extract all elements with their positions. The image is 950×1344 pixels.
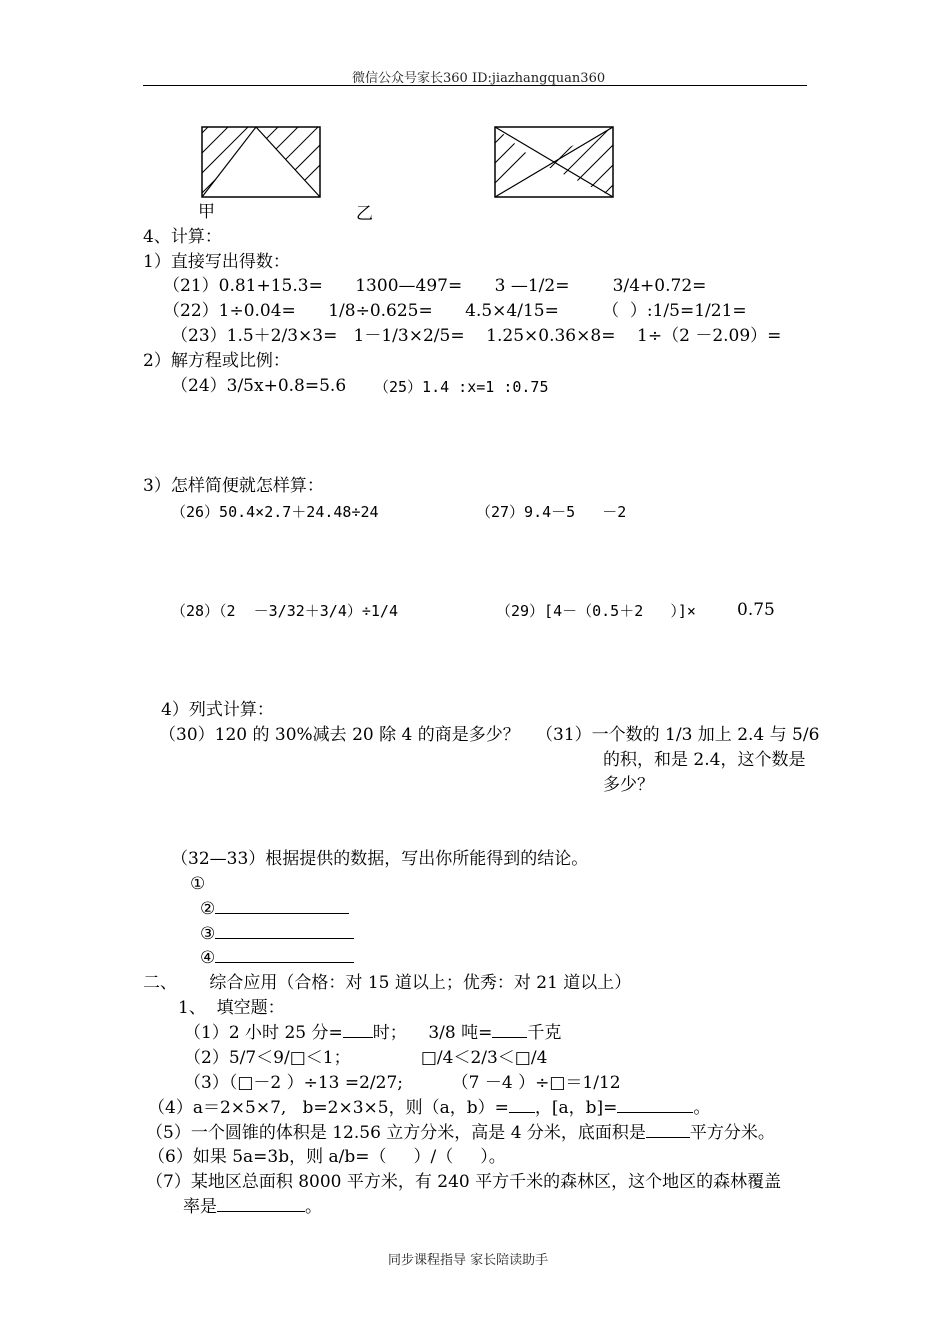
fill-5-blank[interactable] — [646, 1136, 690, 1138]
conclusion-2: ② — [200, 898, 349, 920]
question-28: （28）（2 －3/32＋3/4）÷1/4 — [171, 602, 398, 620]
section4-title: 4、计算： — [143, 227, 222, 247]
figure-jia-label: 甲 — [198, 202, 215, 222]
question-30: （30）120 的 30%减去 20 除 4 的商是多少？ — [159, 725, 520, 745]
question-32-33: （32—33）根据提供的数据，写出你所能得到的结论。 — [171, 849, 589, 869]
fill-7-blank[interactable] — [217, 1210, 305, 1212]
question-29-tail: 0.75 — [737, 600, 775, 620]
section2-title: 二、 综合应用（合格：对 15 道以上；优秀：对 21 道以上） — [143, 973, 632, 993]
conclusion-3: ③ — [200, 923, 354, 945]
question-31-line3: 多少？ — [603, 775, 654, 795]
question-22: （22）1÷0.04= 1/8÷0.625= 4.5×4/15= （ ）:1/5=1/21= — [163, 301, 747, 321]
fill-4: （4）a＝2×5×7, b=2×3×5，则（a，b）= ，[a，b]= 。 — [148, 1098, 711, 1118]
question-21: （21）0.81+15.3= 1300—497= 3 —1/2= 3/4+0.72= — [163, 276, 707, 296]
part4-title: 4）列式计算： — [161, 700, 274, 720]
fill-7-line2: 率是 。 — [183, 1197, 322, 1217]
fill-2: （2）5/7＜9/□＜1； □/4＜2/3＜□/4 — [184, 1048, 548, 1068]
fill-7-line1: （7）某地区总面积 8000 平方米，有 240 平方千米的森林区，这个地区的森林覆盖 — [146, 1172, 782, 1192]
conclusion-4: ④ — [200, 947, 354, 969]
conclusion-3-blank[interactable] — [215, 937, 354, 939]
page-footer: 同步课程指导 家长陪读助手 — [388, 1253, 549, 1268]
question-27: （27）9.4－5 －2 — [476, 503, 627, 521]
fill-6: （6）如果 5a=3b，则 a/b=（ ）/（ ）。 — [148, 1147, 506, 1167]
question-31-line1: （31）一个数的 1/3 加上 2.4 与 5/6 — [536, 725, 820, 745]
header-rule — [143, 85, 807, 86]
question-31-line2: 的积，和是 2.4，这个数是 — [603, 750, 806, 770]
fill-3: （3）（□－2 ）÷13 =2/27; （7 －4 ）÷□＝1/12 — [184, 1073, 621, 1093]
conclusion-4-blank[interactable] — [215, 961, 354, 963]
question-23: （23）1.5＋2/3×3= 1－1/3×2/5= 1.25×0.36×8= 1÷（2 －2.09）= — [171, 326, 782, 346]
part2-title: 2）解方程或比例： — [143, 351, 290, 371]
question-29: （29）[4－（0.5＋2 ）]× — [496, 602, 696, 620]
conclusion-2-blank[interactable] — [215, 912, 349, 914]
question-25: （25）1.4 :x=1 :0.75 — [374, 378, 549, 396]
fill-4-blank-gcd[interactable] — [509, 1111, 535, 1113]
question-24: （24）3/5x+0.8=5.6 — [171, 376, 347, 396]
figure-yi-label: 乙 — [356, 204, 373, 224]
part3-title: 3）怎样简便就怎样算： — [143, 476, 324, 496]
fill-4-blank-lcm[interactable] — [617, 1111, 693, 1113]
page-header: 微信公众号家长360 ID:jiazhangquan360 — [352, 71, 606, 86]
figure-jia — [200, 125, 322, 199]
fill-1-blank-kg[interactable] — [492, 1036, 527, 1038]
fill-in-title: 1、 填空题： — [178, 998, 285, 1018]
question-26: （26）50.4×2.7＋24.48÷24 — [171, 503, 379, 521]
fill-5: （5）一个圆锥的体积是 12.56 立方分米，高是 4 分米，底面积是 平方分米。 — [146, 1123, 775, 1143]
conclusion-1: ① — [190, 874, 206, 894]
fill-1: （1）2 小时 25 分= 时； 3/8 吨= 千克 — [184, 1023, 562, 1043]
part1-title: 1）直接写出得数： — [143, 252, 290, 272]
figure-yi — [493, 125, 615, 199]
fill-1-blank-hours[interactable] — [343, 1036, 373, 1038]
